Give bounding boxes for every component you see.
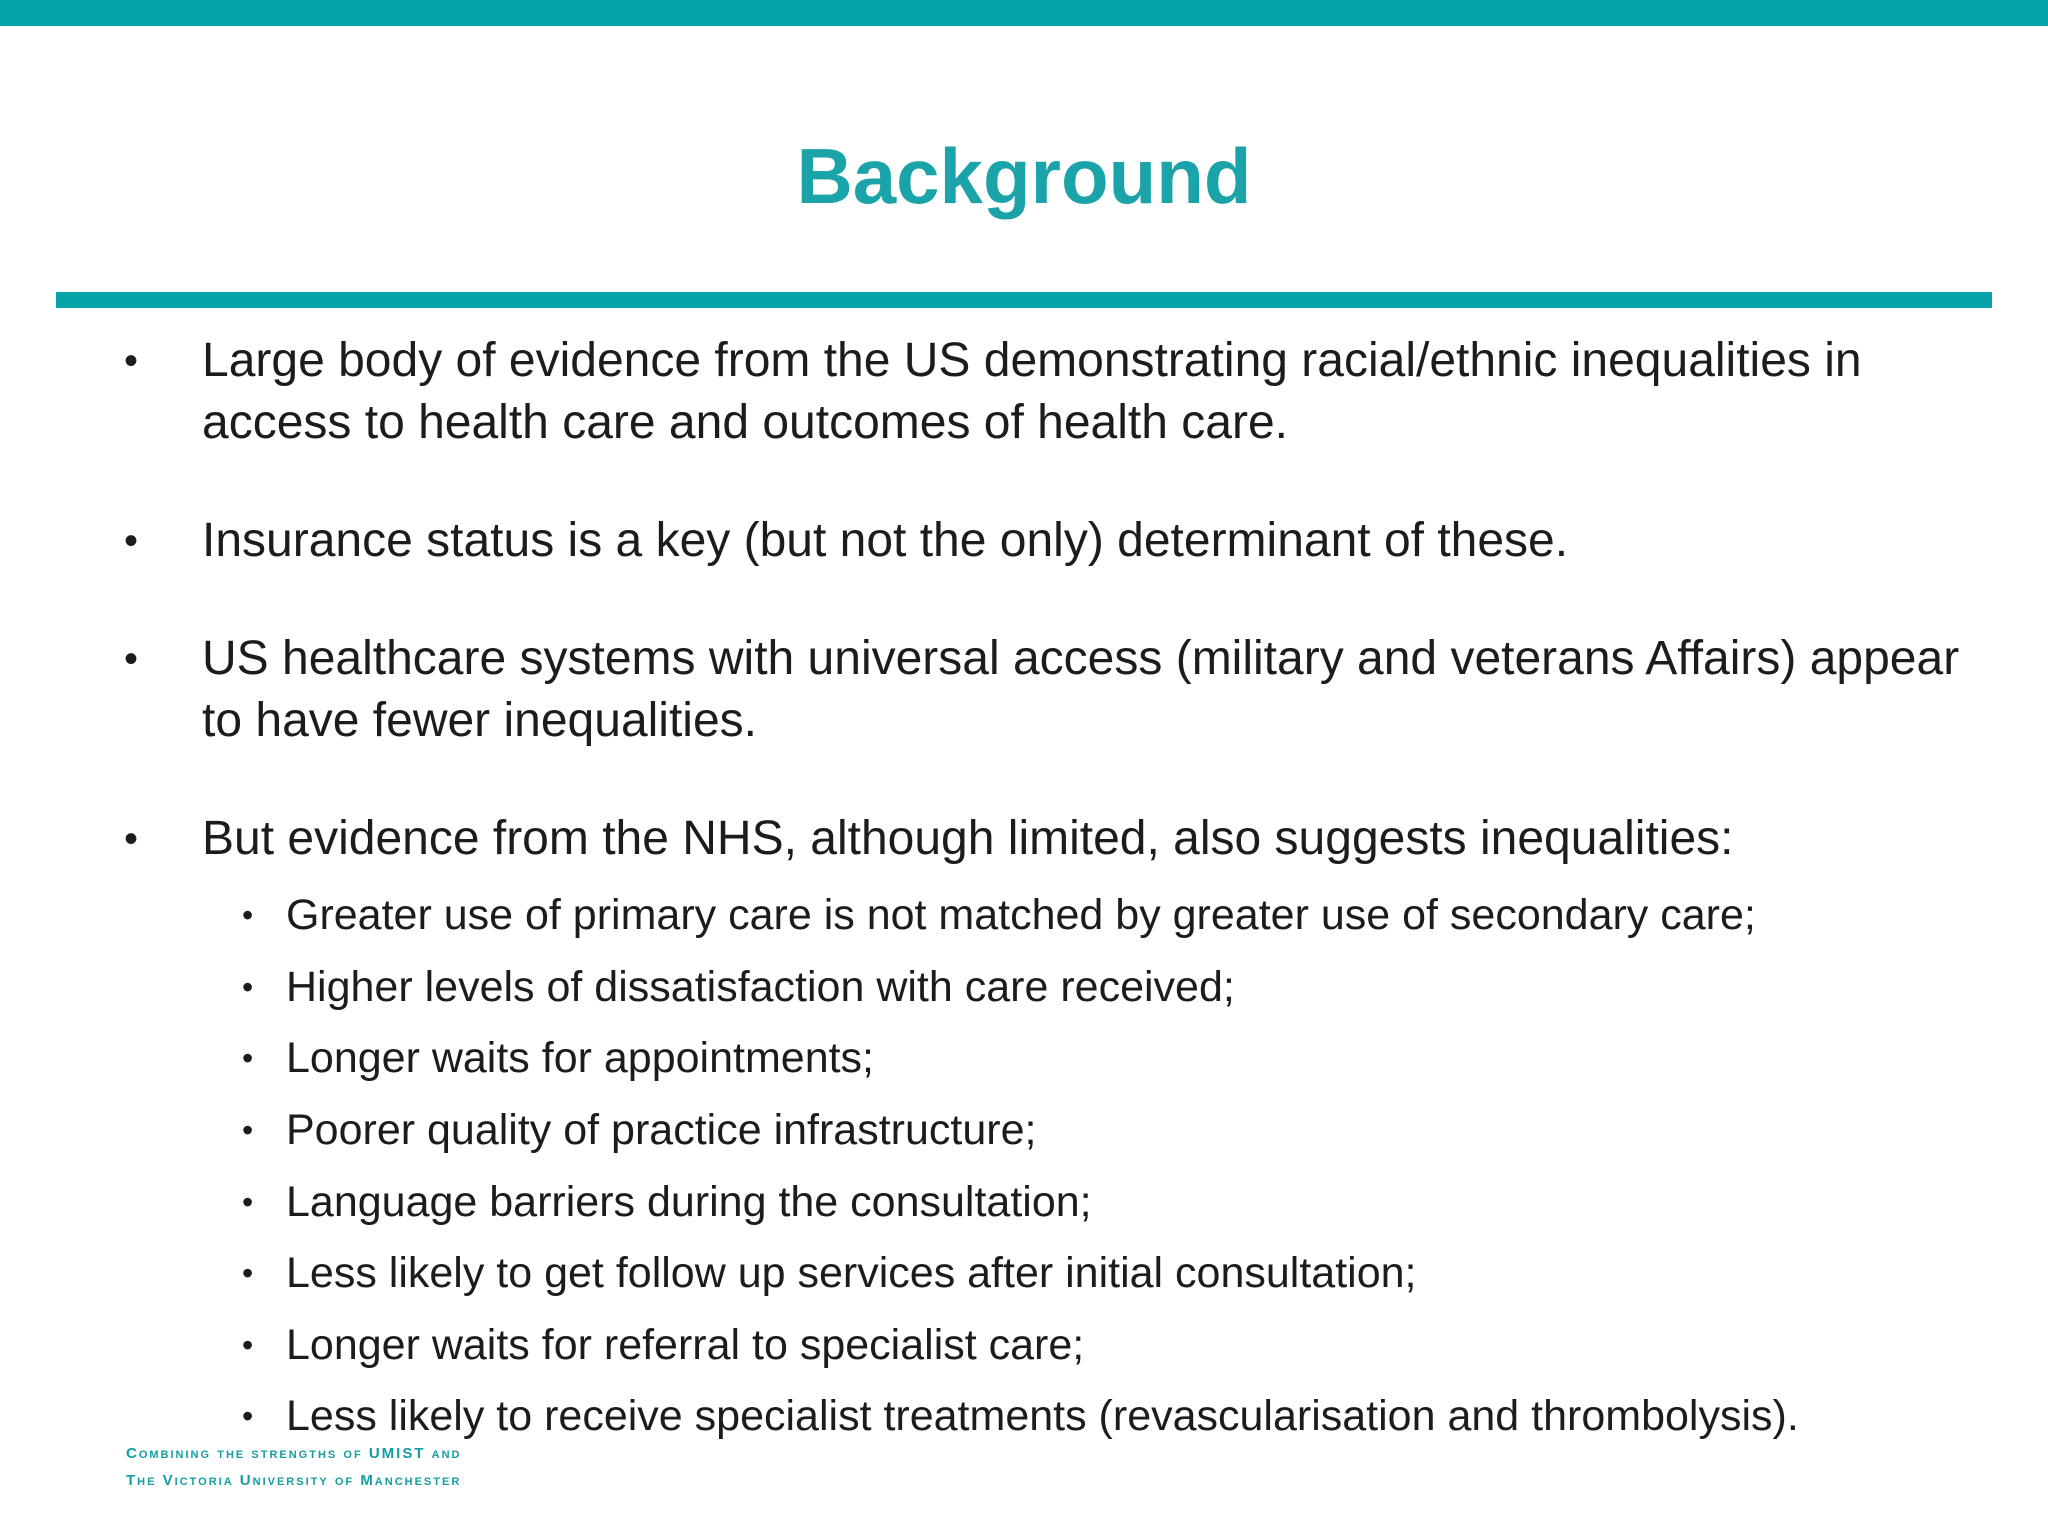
sub-bullet-marker: • [242, 969, 254, 1005]
footer-line-2: The Victoria University of Manchester [126, 1472, 462, 1489]
sub-bullet-text: Longer waits for appointments; [286, 1034, 874, 1082]
sub-bullet-marker: • [242, 1112, 254, 1148]
footer-line-1: Combining the strengths of UMIST and [126, 1445, 462, 1462]
sub-bullet-marker: • [242, 1184, 254, 1220]
university-footer [126, 1440, 462, 1494]
sub-bullet-text: Longer waits for referral to specialist care; [286, 1321, 1085, 1369]
sub-bullet-text: Poorer quality of practice infrastructure; [286, 1106, 1037, 1154]
sub-bullet-marker: • [242, 1040, 254, 1076]
bullet-text: US healthcare systems with universal access (military and veterans Affairs) appear to have fewer inequalities. [202, 632, 1960, 747]
sub-bullet-text: Language barriers during the consultation; [286, 1178, 1092, 1226]
sub-bullet-marker: • [242, 897, 254, 933]
sub-bullet-text: Less likely to get follow up services after initial consultation; [286, 1249, 1417, 1297]
bullet-marker: • [124, 817, 139, 861]
bullet-marker: • [124, 339, 139, 383]
sub-bullet-text: Greater use of primary care is not matched by greater use of secondary care; [286, 891, 1756, 939]
bullet-text: Large body of evidence from the US demonstrating racial/ethnic inequalities in access to health care and outcomes of health care. [202, 334, 1862, 449]
slide-title: Background [796, 132, 1252, 220]
bullet-text: But evidence from the NHS, although limited, also suggests inequalities: [202, 812, 1734, 865]
bullet-text: Insurance status is a key (but not the only) determinant of these. [202, 514, 1569, 567]
bullet-marker: • [124, 519, 139, 563]
sub-bullet-text: Higher levels of dissatisfaction with care received; [286, 963, 1235, 1011]
sub-bullet-marker: • [242, 1255, 254, 1291]
title-divider [56, 292, 1992, 308]
sub-bullet-marker: • [242, 1398, 254, 1434]
sub-bullet-text: Less likely to receive specialist treatments (revascularisation and thrombolysis). [286, 1392, 1799, 1440]
top-accent-bar [0, 0, 2048, 26]
sub-bullet-marker: • [242, 1327, 254, 1363]
bullet-marker: • [124, 637, 139, 681]
